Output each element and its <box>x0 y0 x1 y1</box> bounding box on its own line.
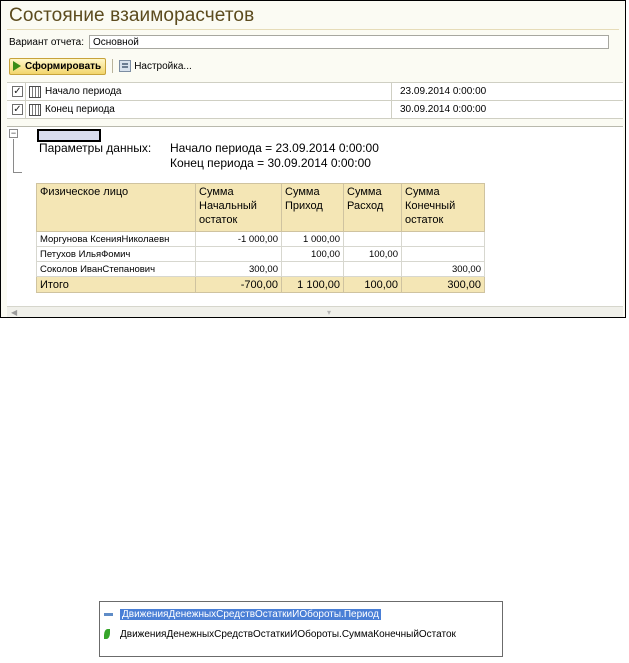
total-opening[interactable]: -700,00 <box>196 277 282 293</box>
cell-person[interactable]: Петухов ИльяФомич <box>37 247 196 262</box>
cell-closing[interactable] <box>402 232 485 247</box>
parameter-name: Начало периода <box>45 86 122 97</box>
parameter-row-start <box>7 83 623 101</box>
generate-button[interactable] <box>9 58 106 75</box>
total-expense[interactable]: 100,00 <box>344 277 402 293</box>
calendar-icon <box>29 104 41 116</box>
cell-closing[interactable]: 300,00 <box>402 262 485 277</box>
dimension-icon <box>104 613 113 616</box>
header-opening: Сумма Начальный остаток <box>196 184 282 232</box>
table-row <box>37 232 485 247</box>
resource-icon <box>104 629 110 639</box>
parameter-checkbox[interactable]: ✓ <box>13 86 22 97</box>
total-row <box>37 277 485 293</box>
parameter-value[interactable]: 23.09.2014 0:00:00 <box>391 83 486 100</box>
total-income[interactable]: 1 100,00 <box>282 277 344 293</box>
data-params-label: Параметры данных: <box>39 141 152 155</box>
parameter-row-end <box>7 101 623 119</box>
cell-closing[interactable] <box>402 247 485 262</box>
report-window <box>0 0 626 318</box>
report-area <box>7 126 623 307</box>
parameter-value[interactable]: 30.09.2014 0:00:00 <box>391 101 486 118</box>
total-closing[interactable]: 300,00 <box>402 277 485 293</box>
generate-button-label: Сформировать <box>25 60 102 72</box>
field-list <box>99 601 503 657</box>
report-variant-row <box>9 34 609 50</box>
table-row <box>37 262 485 277</box>
title-divider <box>7 29 619 30</box>
scroll-thumb-icon[interactable]: ▾ <box>327 308 332 317</box>
total-label[interactable]: Итого <box>37 277 196 293</box>
cell-opening[interactable] <box>196 247 282 262</box>
variant-label: Вариант отчета: <box>9 36 84 48</box>
column-divider <box>25 101 26 118</box>
cell-expense[interactable] <box>344 232 402 247</box>
field-list-item-label: ДвиженияДенежныхСредствОстаткиИОбороты.СуммаКонечныйОстаток <box>120 628 456 640</box>
header-row <box>37 184 485 232</box>
settings-button-label: Настройка... <box>134 60 192 72</box>
variant-field[interactable]: Основной <box>89 35 609 49</box>
group-bracket <box>13 139 22 173</box>
cell-expense[interactable]: 100,00 <box>344 247 402 262</box>
window-title: Состояние взаиморасчетов <box>9 5 255 26</box>
collapse-toggle-icon[interactable]: − <box>10 128 17 138</box>
header-income: Сумма Приход <box>282 184 344 232</box>
parameters-table <box>7 82 623 119</box>
toolbar-separator <box>112 59 113 73</box>
column-divider <box>25 83 26 100</box>
data-parameters <box>39 141 379 171</box>
parameter-name: Конец периода <box>45 104 115 115</box>
calendar-icon <box>29 86 41 98</box>
cell-opening[interactable]: -1 000,00 <box>196 232 282 247</box>
settings-icon <box>119 60 131 72</box>
scroll-left-icon[interactable]: ◀ <box>11 308 18 317</box>
cell-opening[interactable]: 300,00 <box>196 262 282 277</box>
cell-income[interactable]: 100,00 <box>282 247 344 262</box>
field-list-item-period[interactable] <box>104 607 381 621</box>
header-person: Физическое лицо <box>37 184 196 232</box>
toolbar <box>9 57 192 75</box>
cell-person[interactable]: Моргунова КсенияНиколаевн <box>37 232 196 247</box>
cell-person[interactable]: Соколов ИванСтепанович <box>37 262 196 277</box>
cell-income[interactable] <box>282 262 344 277</box>
header-expense: Сумма Расход <box>344 184 402 232</box>
settings-button[interactable] <box>119 60 192 72</box>
parameter-checkbox[interactable]: ✓ <box>13 104 22 115</box>
field-list-item-closing-balance[interactable] <box>104 627 458 641</box>
cell-expense[interactable] <box>344 262 402 277</box>
report-table <box>36 183 485 293</box>
table-row <box>37 247 485 262</box>
data-param-end: Конец периода = 30.09.2014 0:00:00 <box>170 156 371 170</box>
horizontal-scrollbar[interactable] <box>7 306 623 318</box>
cell-income[interactable]: 1 000,00 <box>282 232 344 247</box>
header-closing: Сумма Конечный остаток <box>402 184 485 232</box>
data-param-start: Начало периода = 23.09.2014 0:00:00 <box>170 141 379 155</box>
play-icon <box>13 61 21 71</box>
field-list-item-label: ДвиженияДенежныхСредствОстаткиИОбороты.Период <box>122 608 379 620</box>
